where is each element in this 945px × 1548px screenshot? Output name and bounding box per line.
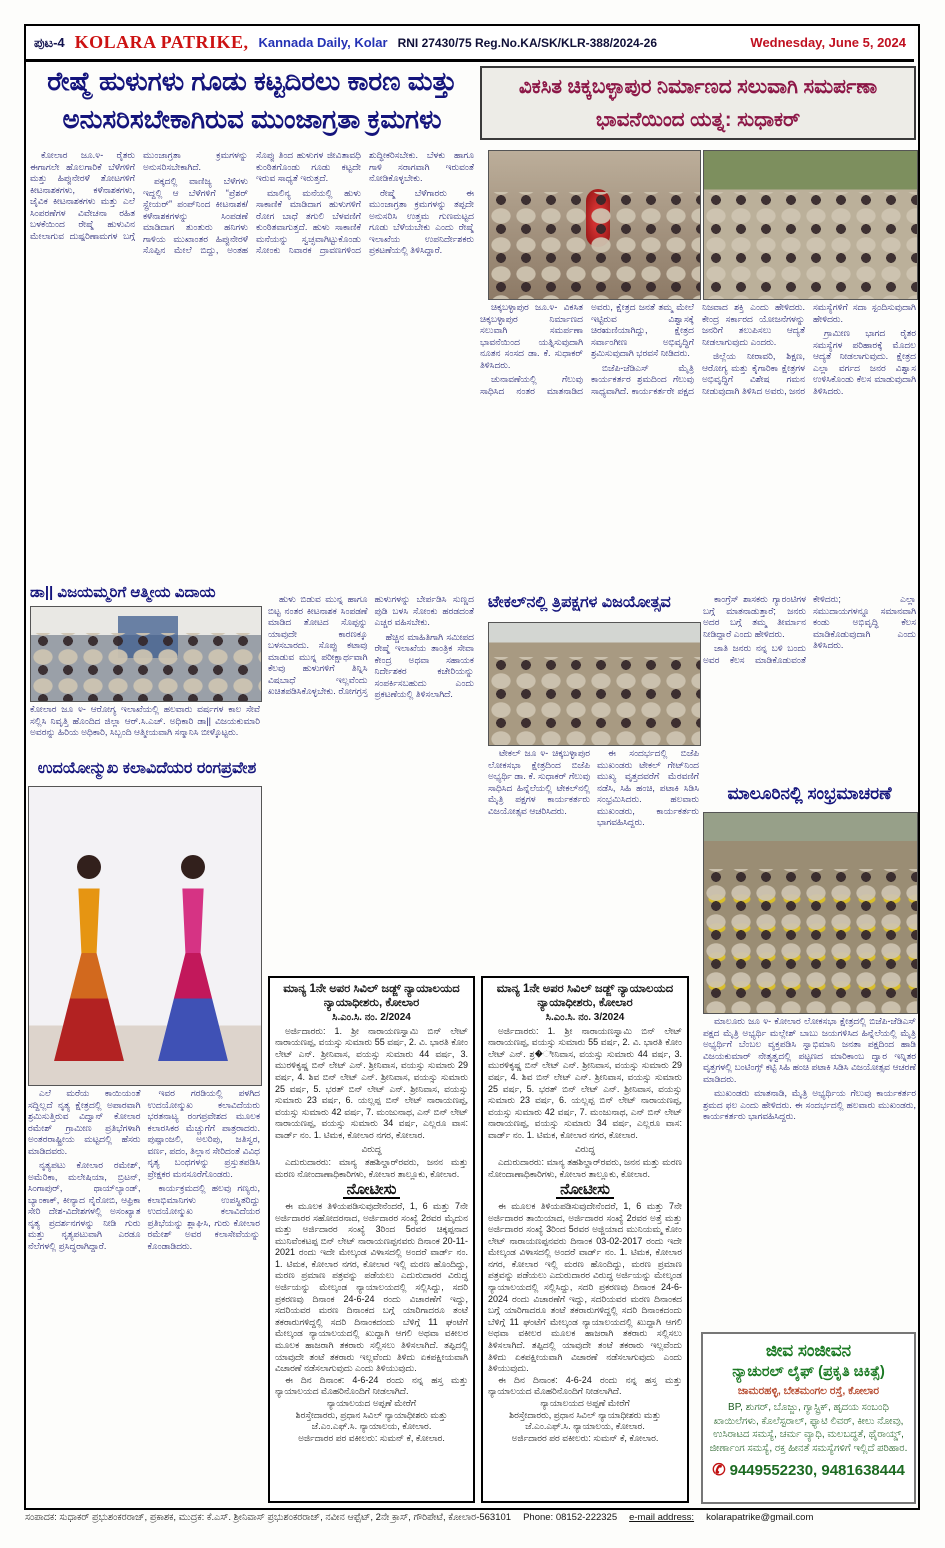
malur-headline: ಮಾಲೂರಿನಲ್ಲಿ ಸಂಭ್ರಮಾಚರಣೆ	[727, 784, 892, 803]
court-name: ಮಾನ್ಯ 1ನೇ ಅಪರ ಸಿವಿಲ್ ಜಡ್ಜ್ ನ್ಯಾಯಾಲಯದ ನ್ಯಾಯಾಧೀಶರು, ಕೋಲಾರ	[283, 983, 460, 1009]
case-number: ಸಿ.ಎಂ.ಸಿ. ನಂ. 3/2024	[545, 1012, 625, 1023]
notice-title: ನೋಟೀಸು	[343, 1184, 401, 1199]
tekal-crowd-photo	[488, 622, 701, 746]
paragraph: ಜಿಲ್ಲೆಯ ನೀರಾವರಿ, ಶಿಕ್ಷಣ, ಆರೋಗ್ಯ ಮತ್ತು ಕೈಗಾರಿಕಾ ಕ್ಷೇತ್ರಗಳ ಅಭಿವೃದ್ಧಿಗೆ ವಿಶೇಷ ಗಮನ ನೀಡುವುದಾಗಿ ತಿಳಿಸಿದ ಅವರು, ಜನರ ಸಮಸ್ಯೆಗಳಿಗೆ ಸದಾ ಸ್ಪಂದಿಸುವುದಾಗಿ ಹೇಳಿದರು.	[702, 302, 916, 396]
imprint-text: ಸಂಪಾದಕ: ಸುಧಾಕರ್ ಪ್ರಭುಶಂಕರರಾಜ್, ಪ್ರಕಾಶಕ, ಮುದ್ರಕ: ಕೆ.ಎಸ್. ಶ್ರೀನಿವಾಸ್ ಪ್ರಭುಶಂಕರರಾಜ್, ನವೀನ ಆಫ್ಸೆಟ್, 2ನೇ ಕ್ರಾಸ್, ಗೌರಿಪೇಟೆ, ಕೋಲಾರ-563101	[25, 1512, 512, 1523]
malur-crowd-photo	[703, 812, 918, 1014]
paragraph: ಕಾಂಗ್ರೆಸ್ ಶಾಸಕರು ಗ್ಯಾರಂಟಿಗಳ ಬಗ್ಗೆ ಮಾತನಾಡುತ್ತಾರೆ; ಜನರು ಅದರ ಬಗ್ಗೆ ತಮ್ಮ ತೀರ್ಮಾನ ನೀಡಿದ್ದಾರೆ ಎಂದು ಹೇಳಿದರು.	[703, 594, 806, 639]
versus-label: ವಿರುದ್ಧ	[361, 1143, 382, 1154]
ad-phone-row	[709, 1460, 908, 1480]
paragraph: ಚುನಾವಣೆಯಲ್ಲಿ ಗೆಲುವು ಸಾಧಿಸಿದ ನಂತರ ಮಾತನಾಡಿದ ಅವರು, ಕ್ಷೇತ್ರದ ಜನತೆ ತಮ್ಮ ಮೇಲೆ ಇಟ್ಟಿರುವ ವಿಶ್ವಾಸಕ್ಕೆ ಚಿರಋಣಿಯಾಗಿದ್ದು, ಕ್ಷೇತ್ರದ ಸರ್ವಾಂಗೀಣ ಅಭಿವೃದ್ಧಿಗೆ ಶ್ರಮಿಸುವುದಾಗಿ ಭರವಸೆ ನೀಡಿದರು.	[480, 302, 694, 396]
issued-line: ಈ ದಿನ ದಿನಾಂಕ: 4-6-24 ರಂದು ನನ್ನ ಹಸ್ತ ಮತ್ತು ನ್ಯಾಯಾಲಯದ ಮೊಹರಿನೊಂದಿಗೆ ನೀಡಲಾಗಿದೆ.	[488, 1374, 682, 1397]
vidaya-headline: ಡಾ|| ವಿಜಯಮ್ಮರಿಗೆ ಆತ್ಮೀಯ ವಿದಾಯ	[30, 584, 216, 601]
paragraph: ಮಾಲೂರು ಜೂ ೪- ಕೋಲಾರ ಲೋಕಸಭಾ ಕ್ಷೇತ್ರದಲ್ಲಿ ಬಿಜೆಪಿ-ಜೆಡಿಎಸ್ ಪಕ್ಷದ ಮೈತ್ರಿ ಅಭ್ಯರ್ಥಿ ಮಲ್ಲೇಶ್ ಬಾಬು ಜಯಗಳಿಸಿದ ಹಿನ್ನೆಲೆಯಲ್ಲಿ ಮೈತ್ರಿ ಅಭ್ಯರ್ಥಿಗೆ ಬೆಂಬಲ ವ್ಯಕ್ತಪಡಿಸಿ ಸ್ವಾಭಿಮಾನಿ ಜನತಾ ಪಕ್ಷದಿಂದ ಹಾಡಿ ವಿಜಯಕುಮಾರ್ ನೇತೃತ್ವದಲ್ಲಿ ಪಟ್ಟಣದ ಮಾರಿಕಾಂಬ ದ್ವಾರ ಇನ್ನಿತರ ವೃತ್ತಗಳಲ್ಲಿ ಬಂಟಿಂಗ್ಸ್ ಕಟ್ಟಿ ಸಿಹಿ ಹಂಚಿ ಪಟಾಕಿ ಸಿಡಿಸಿ ವಿಜಯೋತ್ಸವ ಆಚರಣೆ ಮಾಡಿದರು.	[703, 1016, 916, 1084]
dancer-head-right	[181, 855, 205, 879]
signature-line: ಶಿರಸ್ತೇದಾರರು, ಪ್ರಧಾನ ಸಿವಿಲ್ ನ್ಯಾಯಾಧೀಶರು ಮತ್ತು	[295, 1409, 448, 1420]
paragraph: ಬಿಜೆಪಿ-ಜೆಡಿಎಸ್ ಮೈತ್ರಿ ಕಾರ್ಯಕರ್ತರ ಶ್ರಮದಿಂದ ಗೆಲುವು ಸಾಧ್ಯವಾಗಿದೆ. ಕಾರ್ಯಕರ್ತರೇ ಪಕ್ಷದ ನಿಜವಾದ ಶಕ್ತಿ ಎಂದು ಹೇಳಿದರು. ಕೇಂದ್ರ ಸರ್ಕಾರದ ಯೋಜನೆಗಳನ್ನು ಜನರಿಗೆ ತಲುಪಿಸಲು ಆದ್ಯತೆ ನೀಡಲಾಗುವುದು ಎಂದರು.	[591, 302, 805, 396]
dancer-head-left	[77, 855, 101, 879]
signature-line: ನ್ಯಾಯಾಲಯದ ಅಪ್ಪಣೆ ಮೇರೆಗೆ	[540, 1398, 630, 1408]
court-name: ಮಾನ್ಯ 1ನೇ ಅಪರ ಸಿವಿಲ್ ಜಡ್ಜ್ ನ್ಯಾಯಾಲಯದ ನ್ಯಾಯಾಧೀಶರು, ಕೋಲಾರ	[496, 983, 674, 1009]
versus-label: ವಿರುದ್ಧ	[575, 1143, 595, 1154]
tekal-headline: ಟೇಕಲ್‌ನಲ್ಲಿ ತ್ರಿಪಕ್ಷಗಳ ವಿಜಯೋತ್ಸವ	[488, 594, 671, 611]
paragraph: ನೃತ್ಯಪಟು ಕೋಲಾರ ರಮೇಶ್, ಅಮೆರಿಕಾ, ಮಲೇಷಿಯಾ, ಬ್ರಿಟನ್, ಸಿಂಗಾಪುರ್, ಥಾಯ್‌ಲ್ಯಾಂಡ್, ಬ್ಯಾಂಕಾಕ್, ಕೀನ್ಯಾದ ನೈರೋಬಿ, ಆಫ್ರಿಕಾ ಸೇರಿ ದೇಶ-ವಿದೇಶಗಳಲ್ಲಿ ಅಸಂಖ್ಯಾತ ನೃತ್ಯ ಪ್ರದರ್ಶನಗಳನ್ನು ನೀಡಿ ಗುರು ಮತ್ತು ನೃತ್ಯಪಟುವಾಗಿ ಎರಡೂ ನೆಲೆಗಳಲ್ಲಿ ಪ್ರಸಿದ್ಧರಾಗಿದ್ದಾರೆ.	[28, 1160, 141, 1251]
naturopathy-ad	[701, 1332, 916, 1504]
paragraph: ಜಾತಿ ಜನರು ನನ್ನ ಬಳಿ ಬಂದು ಅವರ ಕೆಲಸ ಮಾಡಿಕೊಡುವಂತೆ ಕೇಳಿದರು; ಎಲ್ಲಾ ಸಮುದಾಯಗಳನ್ನೂ ಸಮಾನವಾಗಿ ಕಂಡು ಅಭಿವೃದ್ಧಿ ಕೆಲಸ ಮಾಡಿಕೊಡುವುದಾಗಿ ಎಂದು ತಿಳಿಸಿದರು.	[703, 594, 916, 665]
registration-number: RNI 27430/75 Reg.No.KA/SK/KLR-388/2024-26	[397, 35, 658, 50]
court-notice-2	[481, 976, 689, 1503]
paragraph: ಮುಖಂಡರು ಮಾತನಾಡಿ, ಮೈತ್ರಿ ಅಭ್ಯರ್ಥಿಯ ಗೆಲುವು ಕಾರ್ಯಕರ್ತರ ಶ್ರಮದ ಫಲ ಎಂದು ಹೇಳಿದರು. ಈ ಸಂದರ್ಭದಲ್ಲಿ ಹಲವಾರು ಮುಖಂಡರು, ಕಾರ್ಯಕರ್ತರು ಭಾಗವಹಿಸಿದ್ದರು.	[703, 1088, 916, 1121]
signature-line: ಜೆ.ಎಂ.ಎಫ್.ಸಿ. ನ್ಯಾಯಾಲಯ, ಕೋಲಾರ.	[525, 1421, 645, 1432]
crowd-pattern	[489, 192, 700, 299]
paragraph: ಕಾರ್ಯಕ್ರಮದಲ್ಲಿ ಹಲವು ಗಣ್ಯರು, ಕಲಾಭಿಮಾನಿಗಳು ಉಪಸ್ಥಿತರಿದ್ದು ಉದಯೋನ್ಮುಖ ಕಲಾವಿದೆಯರ ಪ್ರತಿಭೆಯನ್ನು ಶ್ಲಾಘಿಸಿ, ಗುರು ಕೋಲಾರ ರಮೇಶ್ ಅವರ ಕಲಾಸೇವೆಯನ್ನು ಕೊಂಡಾಡಿದರು.	[147, 1183, 260, 1251]
respondents: ಎದುರುದಾರರು: ಮಾನ್ಯ ತಹಶಿಲ್ದಾರ್‌ರವರು, ಜನನ ಮತ್ತು ಮರಣ ನೋಂದಾಣಾಧಿಕಾರಿಗಳು, ಕೋಲಾರ ತಾಲ್ಲೂಕು, ಕೋಲಾರ.	[488, 1157, 682, 1179]
left-article-headline: ರೇಷ್ಮೆ ಹುಳುಗಳು ಗೂಡು ಕಟ್ಟದಿರಲು ಕಾರಣ ಮತ್ತು ಅನುಸರಿಸಬೇಕಾಗಿರುವ ಮುಂಜಾಗ್ರತಾ ಕ್ರಮಗಳು	[47, 66, 457, 134]
paragraph: ಎಲೆ ಮರೆಯ ಕಾಯಿಯಂತೆ ಸದ್ದಿಲ್ಲದೆ ನೃತ್ಯ ಕ್ಷೇತ್ರದಲ್ಲಿ ಅಪಾರವಾಗಿ ಶ್ರಮಿಸುತ್ತಿರುವ ವಿದ್ವಾನ್ ಕೋಲಾರ ರಮೇಶ್ ಗ್ರಾಮೀಣ ಪ್ರತಿಭೆಗಳಾಗಿ ಅಂತರರಾಷ್ಟ್ರೀಯ ಮಟ್ಟದಲ್ಲಿ ಹೆಸರು ಮಾಡಿದವರು.	[28, 1088, 141, 1156]
court-notice-1	[268, 976, 475, 1503]
celebration-photo-2	[703, 150, 918, 300]
signature-line: ಶಿರಸ್ತೇದಾರರು, ಪ್ರಧಾನ ಸಿವಿಲ್ ನ್ಯಾಯಾಧೀಶರು ಮತ್ತು	[509, 1409, 661, 1420]
imprint-footer	[25, 1512, 917, 1523]
celebration-photo-1	[488, 150, 701, 300]
applicants-list: ಅರ್ಜಿದಾರರು: 1. ಶ್ರೀ ನಾರಾಯಣಸ್ವಾಮಿ ಬಿನ್ ಲೇಟ್ ನಾರಾಯಣಪ್ಪ, ವಯಸ್ಸು ಸುಮಾರು 55 ವರ್ಷ, 2. ವಿ. ಭಾರತಿ ಕೋಂ ಲೇಟ್ ಎನ್. ಶ್ರ�ೀನಿವಾಸ, ವಯಸ್ಸು ಸುಮಾರು 44 ವರ್ಷ, 3. ಮುರಳಿಕೃಷ್ಣ ಬಿನ್ ಲೇಟ್ ಎನ್. ಶ್ರೀನಿವಾಸ, ವಯಸ್ಸು ಸುಮಾರು 29 ವರ್ಷ, 4. ಶಿವ ಬಿನ್ ಲೇಟ್ ಎನ್. ಶ್ರೀನಿವಾಸ, ವಯಸ್ಸು ಸುಮಾರು 25 ವರ್ಷ, 5. ಭರತ್ ಬಿನ್ ಲೇಟ್ ಎನ್. ಶ್ರೀನಿವಾಸ, ವಯಸ್ಸು ಸುಮಾರು 23 ವರ್ಷ, 6. ಯಲ್ಲಪ್ಪ ಬಿನ್ ಲೇಟ್ ನಾರಾಯಣಪ್ಪ, ವಯಸ್ಸು ಸುಮಾರು 42 ವರ್ಷ, 7. ಮಂಜುನಾಥ, ಎನ್ ಬಿನ್ ಲೇಟ್ ನಾರಾಯಣಪ್ಪ, ವಯಸ್ಸು ಸುಮಾರು 34 ವರ್ಷ, ಎಲ್ಲರೂ ವಾಸ: ವಾರ್ಡ್ ನಂ. 1. ಟಿಮಕ, ಕೋಲಾರ ನಗರ, ಕೋಲಾರ.	[488, 1025, 682, 1140]
ad-title-line1: ಜೀವ ಸಂಜೀವನ	[765, 1341, 852, 1360]
issue-date: Wednesday, June 5, 2024	[750, 35, 906, 50]
notice-title: ನೋಟೀಸು	[556, 1184, 614, 1199]
crowd-pattern	[704, 192, 917, 299]
paragraph: ಹೆಚ್ಚಿನ ಮಾಹಿತಿಗಾಗಿ ಸಮೀಪದ ರೇಷ್ಮೆ ಇಲಾಖೆಯ ತಾಂತ್ರಿಕ ಸೇವಾ ಕೇಂದ್ರ ಅಥವಾ ಸಹಾಯಕ ನಿರ್ದೇಶಕರ ಕಚೇರಿಯನ್ನು ಸಂಪರ್ಕಿಸಬಹುದು ಎಂದು ಪ್ರಕಟಣೆಯಲ್ಲಿ ತಿಳಿಸಲಾಗಿದೆ.	[374, 631, 474, 699]
signature-line: ಜೆ.ಎಂ.ಎಫ್.ಸಿ. ನ್ಯಾಯಾಲಯ, ಕೋಲಾರ.	[311, 1421, 432, 1432]
vidaya-group-photo	[30, 606, 262, 702]
notice-body: ಈ ಮೂಲಕ ತಿಳಿಯಪಡಿಸುವುದೇನೆಂದರೆ, 1, 6 ಮತ್ತು 7ನೇ ಅರ್ಜಿದಾರರ ಸಹೋದರನಾದ, ಅರ್ಜಿದಾರರ ಸಂಖ್ಯೆ 2ರವರ ಮೈದುನ ಮತ್ತು ಅರ್ಜಿದಾರರ ಸಂಖ್ಯೆ 3ರಿಂದ 5ರವರ ಚಿಕ್ಕಪ್ಪನಾದ ಮುನಿವೆಂಕಟಪ್ಪ ಬಿನ್ ಲೇಟ್ ನಾರಾಯಣಪ್ಪನವರು ದಿನಾಂಕ 20-11-2021 ರಂದು ಇದೇ ಮೇಲ್ಕಂಡ ವಿಳಾಸದಲ್ಲಿ ಅಂದರೆ ವಾರ್ಡ್ ನಂ. 1. ಟಿಮಕ, ಕೋಲಾರ ನಗರ, ಕೋಲಾರ ಇಲ್ಲಿ ಮರಣ ಹೊಂದಿದ್ದು, ಮರಣ ಪ್ರಮಾಣ ಪತ್ರವನ್ನು ಪಡೆಯಲು ಎದುರುದಾರರ ವಿರುದ್ಧ ಅರ್ಜಿಯನ್ನು ಮೇಲ್ಕಂಡ ನ್ಯಾಯಾಲಯದಲ್ಲಿ ಸಲ್ಲಿಸಿದ್ದು, ಸದರಿ ಪ್ರಕರಣವು ದಿನಾಂಕ 24-6-24 ರಂದು ವಿಚಾರಣೆಗೆ ಇದ್ದು, ಸದರಿಯವರ ಮರಣ ದಿನಾಂಕದ ಬಗ್ಗೆ ಯಾರಿಗಾದರೂ ತಂಟೆ ತಕರಾರುಗಳಿದ್ದಲ್ಲಿ ಸದರಿ ದಿನಾಂಕದಂದು ಬೆಳಿಗ್ಗೆ 11 ಘಂಟೆಗೆ ಮೇಲ್ಕಂಡ ನ್ಯಾಯಾಲಯದಲ್ಲಿ ಖುದ್ದಾಗಿ ಆಗಲಿ ಅಥವಾ ವಕೀಲರ ಮೂಲಕ ಹಾಜರಾಗಿ ತಕರಾರು ಸಲ್ಲಿಸಲು ತಿಳಿಸಲಾಗಿದೆ. ತಪ್ಪಿದಲ್ಲಿ ಯಾವುದೇ ತಂಟೆ ತಕರಾರು ಇಲ್ಲವೆಂದು ತಿಳಿದು ಏಕಪಕ್ಷೀಯವಾಗಿ ವಿಚಾರಣೆ ನಡೆಸಲಾಗುವುದು ಎಂದು ತಿಳಿಯುವುದು.	[275, 1200, 468, 1374]
dancer-figure-right	[155, 865, 231, 1061]
ad-phone-numbers: 9449552230, 9481638444	[729, 1462, 905, 1479]
ad-title-line2: ನ್ಯಾಚುರಲ್ ಲೈಫ್ (ಪ್ರಕೃತಿ ಚಿಕಿತ್ಸೆ)	[732, 1364, 885, 1380]
advocate-line: ಅರ್ಜಿದಾರರ ಪರ ವಕೀಲರು: ಸುಮನ್ ಕೆ, ಕೋಲಾರ.	[298, 1432, 445, 1443]
ranga-headline: ಉದಯೋನ್ಮುಖ ಕಲಾವಿದೆಯರ ರಂಗಪ್ರವೇಶ	[37, 760, 257, 777]
sudhakar-article-right-continuation	[703, 594, 916, 780]
page-number-label: ಪುಟ-4	[34, 34, 65, 50]
advocate-line: ಅರ್ಜಿದಾರರ ಪರ ವಕೀಲರು: ಸುಮನ್ ಕೆ, ಕೋಲಾರ.	[511, 1432, 659, 1443]
sudhakar-headline: ವಿಕಸಿತ ಚಿಕ್ಕಬಳ್ಳಾಪುರ ನಿರ್ಮಾಣದ ಸಲುವಾಗಿ ಸಮರ್ಪಣಾ ಭಾವನೆಯಿಂದ ಯತ್ನ: ಸುಧಾಕರ್	[480, 66, 916, 140]
crowd-pattern	[489, 657, 700, 745]
vidaya-caption: ಕೋಲಾರ ಜೂ ೪- ಆರೋಗ್ಯ ಇಲಾಖೆಯಲ್ಲಿ ಹಲವಾರು ವರ್ಷಗಳ ಕಾಲ ಸೇವೆ ಸಲ್ಲಿಸಿ ನಿವೃತ್ತಿ ಹೊಂದಿದ ಜಿಲ್ಲಾ ಆರ್.ಸಿ.ಎಚ್. ಅಧಿಕಾರಿ ಡಾ|| ವಿಜಯಕುಮಾರಿ ಅವರನ್ನು ಹಿರಿಯ ಅಧಿಕಾರಿ, ಸಿಬ್ಬಂದಿ ಆತ್ಮೀಯವಾಗಿ ಸನ್ಮಾನಿಸಿ ಬೀಳ್ಕೊಟ್ಟರು.	[30, 704, 260, 737]
paragraph: ಮಾಲಿನ್ಯ ಮನೆಯಲ್ಲಿ ಹುಳು ಸಾಕಾಣಿಕೆ ಮಾಡಿದಾಗ ಹುಳುಗಳಿಗೆ ರೋಗ ಬಾಧೆ ತಗುಲಿ ಬೆಳವಣಿಗೆ ಕುಂಠಿತವಾಗುತ್ತದೆ. ಹುಳು ಸಾಕಾಣಿಕೆ ಮನೆಯನ್ನು ಸ್ವಚ್ಛವಾಗಿಟ್ಟುಕೊಂಡು ಸೋಂಕು ನಿವಾರಕ ದ್ರಾವಣಗಳಿಂದ ಶುದ್ಧೀಕರಿಸಬೇಕು. ಬೆಳಕು ಹಾಗೂ ಗಾಳಿ ಸರಾಗವಾಗಿ ಇರುವಂತೆ ನೋಡಿಕೊಳ್ಳಬೇಕು.	[256, 150, 474, 255]
paragraph: ಇವರ ಗರಡಿಯಲ್ಲಿ ಪಳಗಿದ ಉದಯೋನ್ಮುಖ ಕಲಾವಿದೆಯರು ಭರತನಾಟ್ಯ ರಂಗಪ್ರವೇಶದ ಮೂಲಕ ಕಲಾರಸಿಕರ ಮೆಚ್ಚುಗೆಗೆ ಪಾತ್ರರಾದರು. ಪುಷ್ಪಾಂಜಲಿ, ಅಲರಿಪು, ಜತಿಸ್ವರ, ವರ್ಣ, ಪದಂ, ತಿಲ್ಲಾನ ಸೇರಿದಂತೆ ವಿವಿಧ ನೃತ್ಯ ಬಂಧಗಳನ್ನು ಪ್ರಸ್ತುತಪಡಿಸಿ ಪ್ರೇಕ್ಷಕರ ಮನಸೂರೆಗೊಂಡರು.	[147, 1088, 260, 1179]
dancer-figure-left	[51, 865, 127, 1061]
crowd-pattern	[704, 869, 917, 1013]
email-label: e-mail address:	[629, 1512, 695, 1523]
malur-article-body	[703, 1016, 916, 1328]
ad-address: ಜಾಮರಹಳ್ಳಿ, ಬೇತಮಂಗಲ ರಸ್ತೆ, ಕೋಲಾರ	[737, 1385, 880, 1397]
paragraph: ರೇಷ್ಮೆ ಬೆಳೆಗಾರರು ಈ ಮುಂಜಾಗ್ರತಾ ಕ್ರಮಗಳನ್ನು ತಪ್ಪದೇ ಅನುಸರಿಸಿ ಉತ್ತಮ ಗುಣಮಟ್ಟದ ಗೂಡು ಬೆಳೆಯಬೇಕು ಎಂದು ರೇಷ್ಮೆ ಇಲಾಖೆಯ ಉಪನಿರ್ದೇಶಕರು ಪ್ರಕಟಣೆಯಲ್ಲಿ ತಿಳಿಸಿದ್ದಾರೆ.	[369, 187, 474, 255]
paragraph: ಟೇಕಲ್ ಜೂ ೪- ಚಿಕ್ಕಬಳ್ಳಾಪುರ ಲೋಕಸಭಾ ಕ್ಷೇತ್ರದಿಂದ ಬಿಜೆಪಿ ಅಭ್ಯರ್ಥಿ ಡಾ. ಕೆ. ಸುಧಾಕರ್ ಗೆಲುವು ಸಾಧಿಸಿದ ಹಿನ್ನೆಲೆಯಲ್ಲಿ ಟೇಕಲ್‌ನಲ್ಲಿ ಮೈತ್ರಿ ಪಕ್ಷಗಳ ಕಾರ್ಯಕರ್ತರು ವಿಜಯೋತ್ಸವ ಆಚರಿಸಿದರು.	[488, 748, 590, 816]
ranga-article-body	[28, 1088, 260, 1502]
applicants-list: ಅರ್ಜಿದಾರರು: 1. ಶ್ರೀ ನಾರಾಯಣಸ್ವಾಮಿ ಬಿನ್ ಲೇಟ್ ನಾರಾಯಣಪ್ಪ, ವಯಸ್ಸು ಸುಮಾರು 55 ವರ್ಷ, 2. ವಿ. ಭಾರತಿ ಕೋಂ ಲೇಟ್ ಎನ್. ಶ್ರೀನಿವಾಸ, ವಯಸ್ಸು ಸುಮಾರು 44 ವರ್ಷ, 3. ಮುರಳಿಕೃಷ್ಣ ಬಿನ್ ಲೇಟ್ ಎನ್. ಶ್ರೀನಿವಾಸ, ವಯಸ್ಸು ಸುಮಾರು 29 ವರ್ಷ, 4. ಶಿವ ಬಿನ್ ಲೇಟ್ ಎನ್. ಶ್ರೀನಿವಾಸ, ವಯಸ್ಸು ಸುಮಾರು 25 ವರ್ಷ, 5. ಭರತ್ ಬಿನ್ ಲೇಟ್ ಎನ್. ಶ್ರೀನಿವಾಸ, ವಯಸ್ಸು ಸುಮಾರು 23 ವರ್ಷ, 6. ಯಲ್ಲಪ್ಪ ಬಿನ್ ಲೇಟ್ ನಾರಾಯಣಪ್ಪ, ವಯಸ್ಸು ಸುಮಾರು 42 ವರ್ಷ, 7. ಮಂಜುನಾಥ, ಎನ್ ಬಿನ್ ಲೇಟ್ ನಾರಾಯಣಪ್ಪ, ವಯಸ್ಸು ಸುಮಾರು 34 ವರ್ಷ, ಎಲ್ಲರೂ ವಾಸ: ವಾರ್ಡ್ ನಂ. 1. ಟಿಮಕ, ಕೋಲಾರ ನಗರ, ಕೋಲಾರ.	[275, 1025, 468, 1140]
email-address: kolarapatrike@gmail.com	[706, 1512, 814, 1523]
respondents: ಎದುರುದಾರರು: ಮಾನ್ಯ ತಹಶಿಲ್ದಾರ್‌ರವರು, ಜನನ ಮತ್ತು ಮರಣ ನೋಂದಾಣಾಧಿಕಾರಿಗಳು, ಕೋಲಾರ ತಾಲ್ಲೂಕು, ಕೋಲಾರ.	[275, 1157, 468, 1179]
paragraph: ಕೋಲಾರ ಜೂ.೪- ರೈತರು ಈಗಾಗಲೇ ಹೊಲಗಾರಿಕೆ ಬೆಳೆಗಳಿಗೆ ಮತ್ತು ಹಿಪ್ಪುನೇರಳೆ ತೋಟಗಳಿಗೆ ಕೀಟನಾಶಕಗಳು, ಕಳೆನಾಶಕಗಳು, ಜೈವಿಕ ಕೀಟನಾಶಕಗಳು ಮತ್ತು ಎಲೆ ಸಿಂಪರಣೆಗಳ ವಿವೇಚನಾ ರಹಿತ ಬಳಕೆಯಿಂದ ರೇಷ್ಮೆ ಹುಳುವಿನ ಮೇಲಾಗುವ ದುಷ್ಪರಿಣಾಮಗಳ ಬಗ್ಗೆ ಮುಂಜಾಗ್ರತಾ ಕ್ರಮಗಳನ್ನು ಅನುಸರಿಸಬೇಕಾಗಿದೆ.	[30, 150, 248, 241]
sudhakar-article-body	[480, 302, 916, 590]
signature-line: ನ್ಯಾಯಾಲಯದ ಅಪ್ಪಣೆ ಮೇರೆಗೆ	[326, 1398, 417, 1408]
case-number: ಸಿ.ಎಂ.ಸಿ. ನಂ. 2/2024	[332, 1012, 411, 1023]
imprint-phone: Phone: 08152-222325	[523, 1512, 618, 1523]
newspaper-title: KOLARA PATRIKE,	[74, 32, 249, 52]
paragraph: ಚಿಕ್ಕಬಳ್ಳಾಪುರ ಜೂ.೪- ವಿಕಸಿತ ಚಿಕ್ಕಬಳ್ಳಾಪುರ ನಿರ್ಮಾಣದ ಸಲುವಾಗಿ ಸಮರ್ಪಣಾ ಭಾವನೆಯಿಂದ ಯತ್ನಿಸುವುದಾಗಿ ನೂತನ ಸಂಸದ ಡಾ. ಕೆ. ಸುಧಾಕರ್ ತಿಳಿಸಿದರು.	[480, 302, 583, 370]
masthead-bar	[26, 26, 914, 62]
tekal-article-body	[488, 748, 699, 970]
paragraph: ಹುಳು ಬಿಡುವ ಮುನ್ನ ಹಾಗೂ ಬಿಟ್ಟ ನಂತರ ಕೀಟನಾಶಕ ಸಿಂಪಡಣೆ ಮಾಡಿದ ತೋಟದ ಸೊಪ್ಪನ್ನು ಯಾವುದೇ ಕಾರಣಕ್ಕೂ ಬಳಸಬಾರದು. ಸೊಪ್ಪು ಕಟಾವು ಮಾಡುವ ಮುನ್ನ ಪರೀಕ್ಷಾರ್ಥವಾಗಿ ಕೆಲವು ಹುಳುಗಳಿಗೆ ತಿನ್ನಿಸಿ ವಿಷಬಾಧೆ ಇಲ್ಲವೆಂದು ಖಚಿತಪಡಿಸಿಕೊಳ್ಳಬೇಕು. ರೋಗಗ್ರಸ್ತ ಹುಳುಗಳನ್ನು ಬೇರ್ಪಡಿಸಿ ಸುಣ್ಣದ ಪುಡಿ ಬಳಸಿ ಸೋಂಕು ಹರಡದಂತೆ ಎಚ್ಚರ ವಹಿಸಬೇಕು.	[268, 594, 474, 696]
newspaper-subtitle: Kannada Daily, Kolar	[258, 35, 388, 50]
paragraph: ಗ್ರಾಮೀಣ ಭಾಗದ ರೈತರ ಸಮಸ್ಯೆಗಳ ಪರಿಹಾರಕ್ಕೆ ಮೊದಲ ಆದ್ಯತೆ ನೀಡಲಾಗುವುದು. ಕ್ಷೇತ್ರದ ಎಲ್ಲಾ ವರ್ಗದ ಜನರ ವಿಶ್ವಾಸ ಉಳಿಸಿಕೊಂಡು ಕೆಲಸ ಮಾಡುವುದಾಗಿ ತಿಳಿಸಿದರು.	[813, 328, 916, 396]
dancers-photo	[28, 786, 262, 1086]
left-article-continuation	[268, 594, 474, 968]
notice-body: ಈ ಮೂಲಕ ತಿಳಿಯಪಡಿಸುವುದೇನೆಂದರೆ, 1, 6 ಮತ್ತು 7ನೇ ಅರ್ಜಿದಾರರ ತಾಯಿಯಾದ, ಅರ್ಜಿದಾರರ ಸಂಖ್ಯೆ 2ರವರ ಅತ್ತೆ ಮತ್ತು ಅರ್ಜಿದಾರರ ಸಂಖ್ಯೆ 3ರಿಂದ 5ರವರ ಅಜ್ಜಿಯಾದ ಮುನಿಯಮ್ಮ ಕೋಂ ಲೇಟ್ ನಾರಾಯಣಪ್ಪನವರು ದಿನಾಂಕ 03-02-2017 ರಂದು ಇದೇ ಮೇಲ್ಕಂಡ ವಿಳಾಸದಲ್ಲಿ ಅಂದರೆ ವಾರ್ಡ್ ನಂ. 1. ಟಿಮಕ, ಕೋಲಾರ ನಗರ, ಕೋಲಾರ ಇಲ್ಲಿ ಮರಣ ಹೊಂದಿದ್ದು, ಮರಣ ಪ್ರಮಾಣ ಪತ್ರವನ್ನು ಪಡೆಯಲು ಎದುರುದಾರರ ವಿರುದ್ಧ ಅರ್ಜಿಯನ್ನು ಮೇಲ್ಕಂಡ ನ್ಯಾಯಾಲಯದಲ್ಲಿ ಸಲ್ಲಿಸಿದ್ದು, ಸದರಿ ಪ್ರಕರಣವು ದಿನಾಂಕ 24-6-2024 ರಂದು ವಿಚಾರಣೆಗೆ ಇದ್ದು, ಸದರಿಯವರ ಮರಣ ದಿನಾಂಕದ ಬಗ್ಗೆ ಯಾರಿಗಾದರೂ ತಂಟೆ ತಕರಾರುಗಳಿದ್ದಲ್ಲಿ ಸದರಿ ದಿನಾಂಕದಂದು ಬೆಳಿಗ್ಗೆ 11 ಘಂಟೆಗೆ ಮೇಲ್ಕಂಡ ನ್ಯಾಯಾಲಯದಲ್ಲಿ ಖುದ್ದಾಗಿ ಆಗಲಿ ಅಥವಾ ವಕೀಲರ ಮೂಲಕ ಹಾಜರಾಗಿ ತಕರಾರು ಸಲ್ಲಿಸಲು ತಿಳಿಸಲಾಗಿದೆ. ತಪ್ಪಿದಲ್ಲಿ ಯಾವುದೇ ತಂಟೆ ತಕರಾರು ಇಲ್ಲವೆಂದು ತಿಳಿದು ಏಕಪಕ್ಷೀಯವಾಗಿ ವಿಚಾರಣೆ ನಡೆಸಲಾಗುವುದು ಎಂದು ತಿಳಿಯುವುದು.	[488, 1200, 682, 1374]
ad-body-text: BP, ಶುಗರ್, ಬೊಜ್ಜು, ಗ್ಯಾಸ್ಟ್ರಿಕ್, ಹೃದಯ ಸಂಬಂಧಿ ಖಾಯಿಲೆಗಳು, ಕೊಲೆಸ್ಟರಾಲ್, ಫ್ಯಾಟಿ ಲಿವರ್, ಕೀಲು ನೋವು, ಉಸಿರಾಟದ ಸಮಸ್ಯೆ, ಚರ್ಮ ವ್ಯಾಧಿ, ಮಲಬದ್ಧತೆ, ಥೈರಾಯ್ಡ್, ಜೀರ್ಣಾಂಗ ಸಮಸ್ಯೆ, ರಕ್ತ ಹೀನತೆ ಸಮಸ್ಯೆಗಳಿಗೆ ಇಲ್ಲಿದೆ ಪರಿಹಾರ.	[709, 1402, 908, 1454]
crowd-pattern	[31, 633, 261, 701]
issued-line: ಈ ದಿನ ದಿನಾಂಕ: 4-6-24 ರಂದು ನನ್ನ ಹಸ್ತ ಮತ್ತು ನ್ಯಾಯಾಲಯದ ಮೊಹರಿನೊಂದಿಗೆ ನೀಡಲಾಗಿದೆ.	[275, 1374, 468, 1397]
paragraph: ಈ ಸಂದರ್ಭದಲ್ಲಿ ಬಿಜೆಪಿ ಮುಖಂಡರು ಟೇಕಲ್ ಗೇಟ್‌ನಿಂದ ಮುಖ್ಯ ವೃತ್ತದವರೆಗೆ ಮೆರವಣಿಗೆ ನಡೆಸಿ, ಸಿಹಿ ಹಂಚಿ, ಪಟಾಕಿ ಸಿಡಿಸಿ ಸಂಭ್ರಮಿಸಿದರು. ಹಲವಾರು ಮುಖಂಡರು, ಕಾರ್ಯಕರ್ತರು ಭಾಗವಹಿಸಿದ್ದರು.	[597, 748, 699, 827]
phone-icon: ✆	[712, 1462, 726, 1479]
paragraph: ಪಕ್ಕದಲ್ಲಿ ವಾಣಿಜ್ಯ ಬೆಳೆಗಳು ಇದ್ದಲ್ಲಿ ಆ ಬೆಳೆಗಳಿಗೆ “ಪ್ರೆಶರ್ ಸ್ಪ್ರೇಯರ್” ಪಂಪ್‌ನಿಂದ ಕೀಟನಾಶಕ/ಕಳೆನಾಶಕಗಳನ್ನು ಸಿಂಪಡಣೆ ಮಾಡಿದಾಗ ತುಂತುರು ಹನಿಗಳು ಗಾಳಿಯ ಮುಖಾಂತರ ಹಿಪ್ಪುನೇರಳೆ ಸೊಪ್ಪಿನ ಮೇಲೆ ಬಿದ್ದು, ಅಂತಹ ಸೊಪ್ಪು ತಿಂದ ಹುಳುಗಳ ಜೀವಿತಾವಧಿ ಕುಂಠಿತಗೊಂಡು ಗೂಡು ಕಟ್ಟದೇ ಇರುವ ಸಾಧ್ಯತೆ ಇರುತ್ತದೆ.	[143, 150, 361, 255]
left-article-body	[30, 150, 474, 580]
